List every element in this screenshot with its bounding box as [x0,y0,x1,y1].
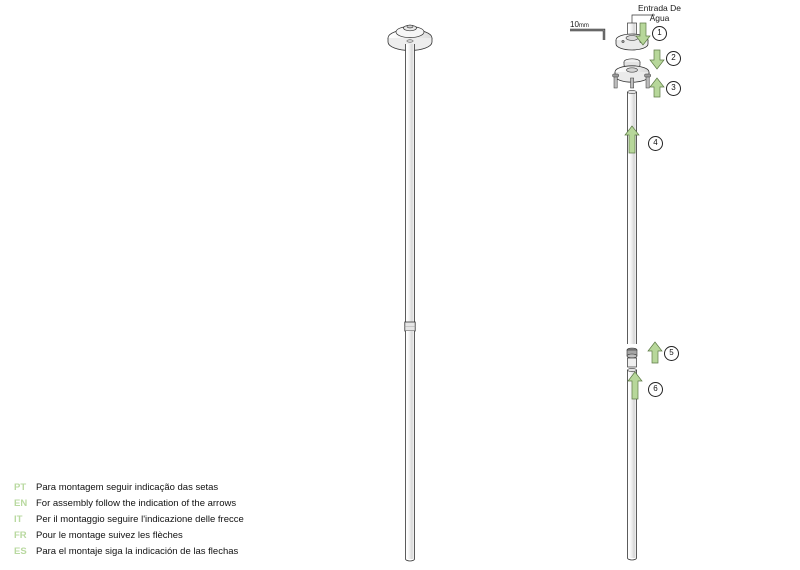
legend-text-pt: Para montagem seguir indicação das setas [36,482,219,493]
legend-row-it [14,514,344,530]
water-inlet-label-line2: Água [649,12,670,23]
step-number-3: 3 [666,81,681,96]
legend-code-it: IT [14,514,23,525]
water-inlet-label [638,4,681,24]
legend-code-pt: PT [14,482,27,493]
legend-code-en: EN [14,498,28,509]
step-number-1: 1 [652,26,667,41]
dimension-value: 10 [570,20,579,29]
screw-right [645,74,651,88]
assembled-product-drawing [370,8,460,564]
allen-key-dimension-label [570,20,589,29]
upper-tube [406,44,415,324]
mounting-plate-with-screws [613,66,651,88]
legend-text-fr: Pour le montage suivez les flèches [36,530,183,541]
step-number-6: 6 [648,382,663,397]
lower-tube [406,331,415,561]
legend-row-pt [14,482,344,498]
step-number-5: 5 [664,346,679,361]
legend-row-fr [14,530,344,546]
water-inlet-label-line1: Entrada De [638,3,681,13]
step-arrow-4 [625,126,639,153]
allen-key [570,30,604,40]
screw-left [613,74,619,88]
legend-text-en: For assembly follow the indication of the arrows [36,498,237,509]
step-number-2: 2 [666,51,681,66]
legend-row-es [14,546,344,562]
dimension-unit: mm [578,23,589,29]
legend-text-it: Per il montaggio seguire l'indicazione delle frecce [36,514,244,525]
legend-row-en [14,498,344,514]
connector-sleeve [627,348,637,367]
exploded-view-illustration [560,0,800,570]
step-arrow-3 [650,78,664,97]
screw-center [631,78,634,88]
legend-text-es: Para el montaje siga la indicación de las flechas [36,546,239,557]
legend [14,482,344,562]
step-number-4: 4 [648,136,663,151]
legend-code-fr: FR [14,530,27,541]
assembled-product-illustration [370,8,460,563]
tube-coupling [405,322,415,331]
step-arrow-2 [650,50,664,69]
legend-code-es: ES [14,546,27,557]
step-arrow-5 [648,342,662,363]
